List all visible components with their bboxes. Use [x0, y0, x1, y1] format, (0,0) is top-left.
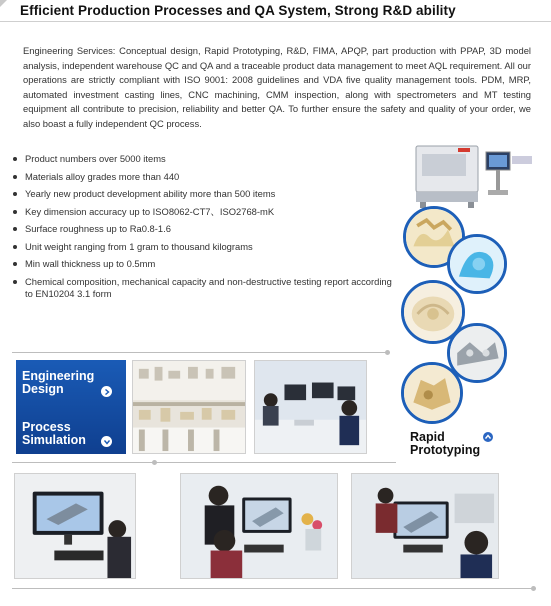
- engineering-label-line1: Engineering: [22, 369, 95, 383]
- capability-item: Yearly new product development ability more than 500 items: [12, 188, 392, 200]
- rapid-label-line1: Rapid: [410, 430, 445, 444]
- section-divider: [12, 352, 390, 353]
- capability-item: Unit weight ranging from 1 gram to thousand kilograms: [12, 241, 392, 253]
- section-divider-bottom: [12, 462, 396, 463]
- page-bottom-divider: [12, 588, 536, 589]
- tooling-workshop-photo: [132, 360, 246, 454]
- rapid-label-line2: Prototyping: [410, 443, 481, 457]
- header-corner-mark: [0, 0, 7, 7]
- engineering-panel: [16, 360, 126, 454]
- chevron-up-icon[interactable]: [483, 432, 493, 442]
- 3d-printer-image: [412, 138, 536, 212]
- prototype-part-circle-2: [447, 234, 507, 294]
- cad-workstation-photo-2: [180, 473, 338, 579]
- cad-workstation-photo-1: [14, 473, 136, 579]
- page-title: Efficient Production Processes and QA System, Strong R&D ability: [20, 3, 456, 18]
- capability-item: Min wall thickness up to 0.5mm: [12, 258, 392, 270]
- process-label-line2: Simulation: [22, 433, 86, 447]
- section-header: [0, 0, 551, 22]
- chevron-right-icon[interactable]: [101, 386, 112, 397]
- cad-workstation-photo-3: [351, 473, 499, 579]
- capability-item: Key dimension accuracy up to ISO8062-CT7、ISO2768-mK: [12, 206, 392, 218]
- capability-item: Materials alloy grades more than 440: [12, 171, 392, 183]
- intro-paragraph: Engineering Services: Conceptual design, Rapid Prototyping, R&D, FIMA, APQP, part production with PPAP, 3D model analysis, independent warehouse QC and QA and a traceable product data management to meet AQL requirement. All our operations are strictly compliant with ISO 9001: 2008 guidelines and VDA five quality management tools. PDM, MRP, automated investment casting lines, CNC machining, CMM inspection, along with spectrometers and MT testing equipment all contribute to precision, reliability and better QA. To further ensure the safety and quality of your order, we also boast a fully independent QC process.: [23, 45, 531, 129]
- capability-list: [12, 153, 392, 305]
- process-simulation-label[interactable]: [22, 421, 86, 447]
- capability-item: Product numbers over 5000 items: [12, 153, 392, 165]
- engineering-design-label[interactable]: [22, 370, 94, 396]
- capability-item: Chemical composition, mechanical capacity and non-destructive testing report according to EN10204 3.1 form: [12, 276, 392, 300]
- chevron-down-icon[interactable]: [101, 436, 112, 447]
- engineering-office-photo: [254, 360, 367, 454]
- process-label-line1: Process: [22, 420, 71, 434]
- prototype-part-circle-5: [401, 362, 463, 424]
- rapid-prototyping-label: [410, 431, 480, 457]
- engineering-label-line2: Design: [22, 382, 64, 396]
- capability-item: Surface roughness up to Ra0.8-1.6: [12, 223, 392, 235]
